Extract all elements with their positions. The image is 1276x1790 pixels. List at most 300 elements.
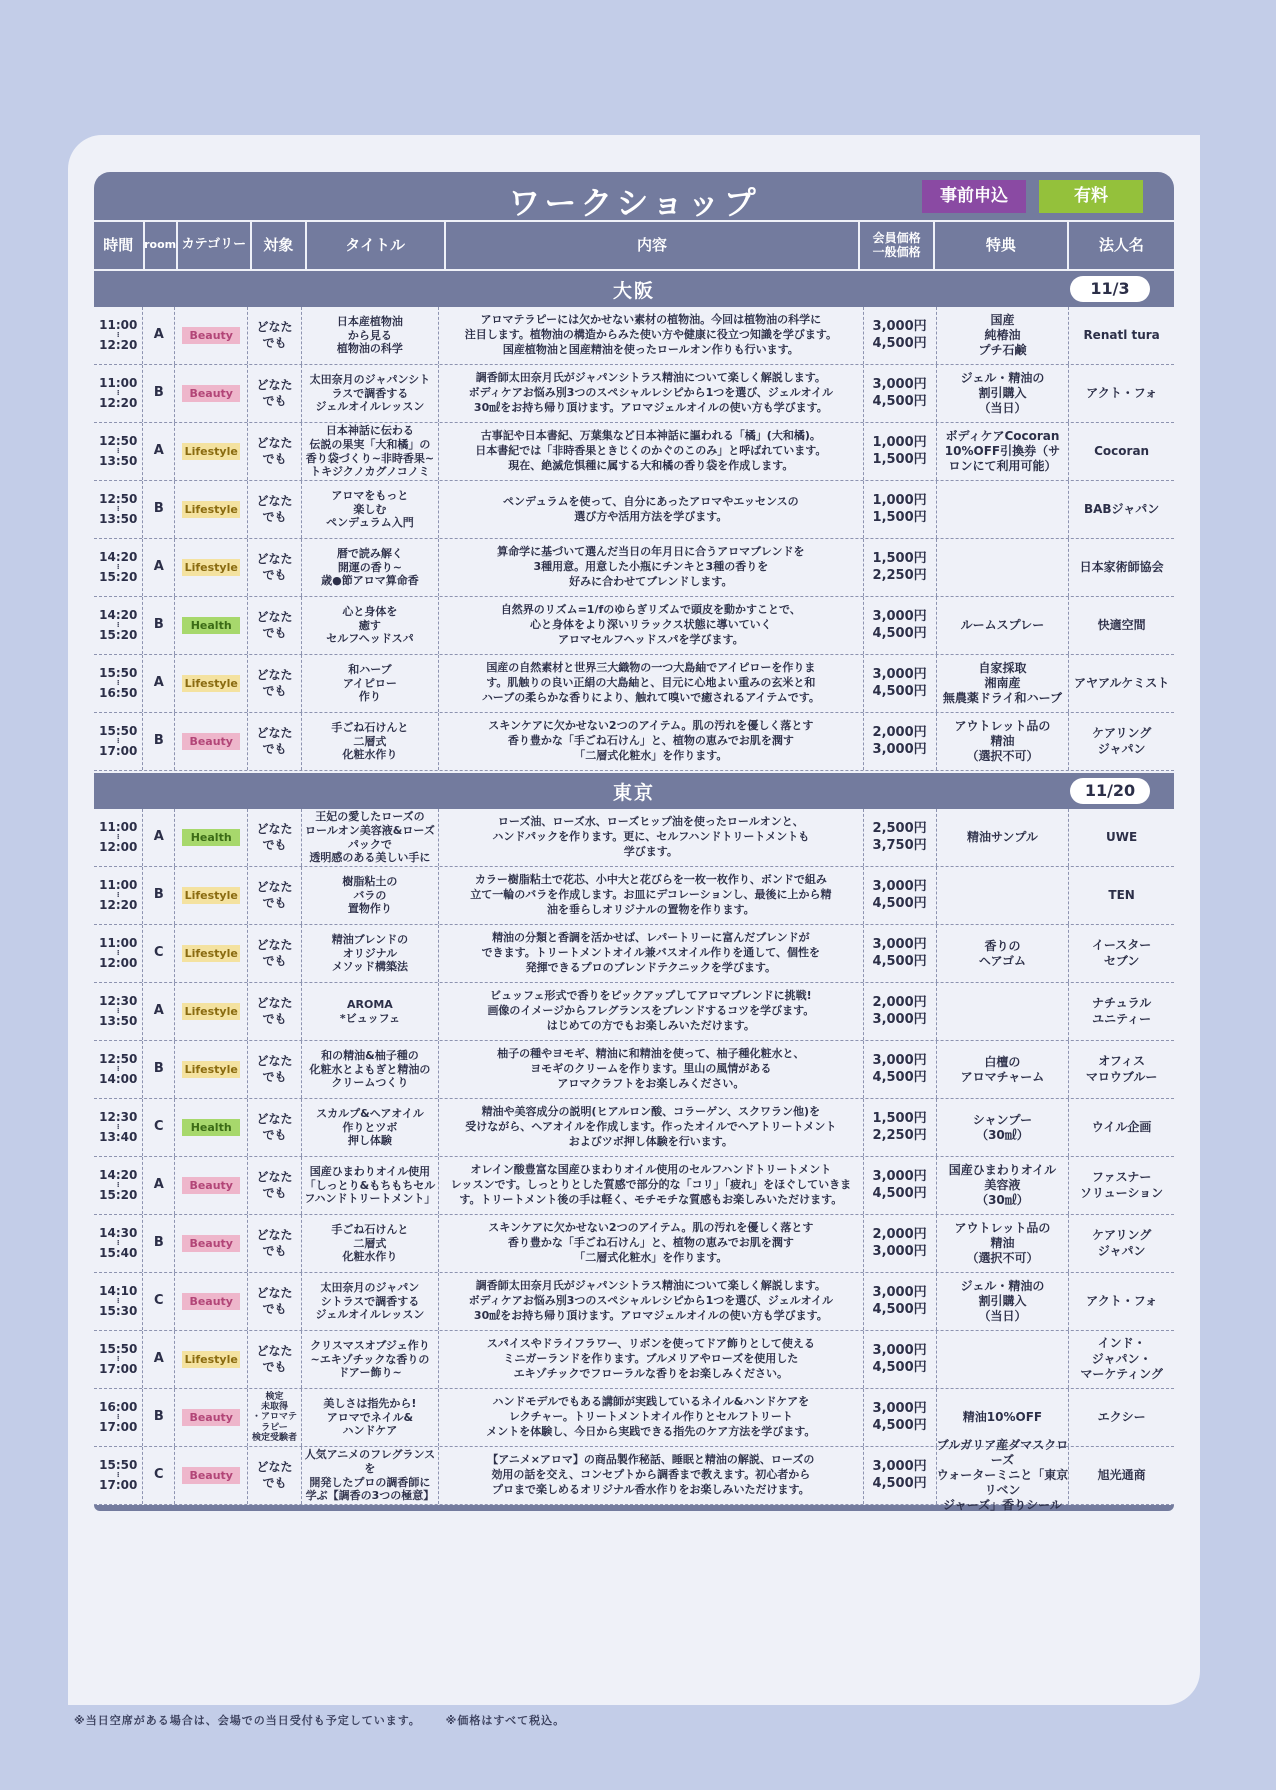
time-separator: ⁞ [116, 1354, 120, 1363]
room-cell: A [143, 809, 175, 866]
workshop-content: 精油の分類と香調を活かせば、レパートリーに富んだブレンドが できます。トリートメントオイル兼バスオイル作りを通して、個性を 発揮できるプロのブレンドテクニックを学びます。 [439, 925, 863, 982]
workshop-content: ペンデュラムを使って、自分にあったアロマやエッセンスの 選び方や活用方法を学びます。 [439, 481, 863, 538]
table-row [94, 365, 1174, 423]
category-cell [175, 809, 248, 866]
col-category: カテゴリー [178, 222, 252, 269]
time-separator: ⁞ [116, 1296, 120, 1305]
room-cell: A [143, 1331, 175, 1388]
corp-cell: アクト・フォ [1086, 385, 1158, 400]
start-time: 14:10 [99, 1284, 138, 1299]
member-price: 3,000円 [872, 1342, 927, 1358]
perk-cell: ジェル・精油の 割引購入 （当日） [937, 365, 1070, 422]
room-cell: C [143, 925, 175, 982]
perk-cell: ルームスプレー [937, 597, 1070, 654]
workshop-title: 日本産植物油 から見る 植物油の科学 [302, 307, 439, 364]
time-separator: ⁞ [116, 330, 120, 339]
region-header [94, 271, 1174, 307]
room-cell: B [143, 365, 175, 422]
region-name: 東京 [612, 782, 655, 804]
footnotes [74, 1712, 585, 1728]
time-cell [94, 983, 143, 1040]
corp-cell: 日本家術師協会 [1079, 559, 1164, 574]
start-time: 11:00 [99, 318, 138, 333]
table-row [94, 713, 1174, 771]
table-row [94, 655, 1174, 713]
perk-cell [937, 983, 1070, 1040]
start-time: 12:50 [99, 1052, 138, 1067]
target-cell: どなた でも [248, 539, 301, 596]
target-cell: どなた でも [248, 983, 301, 1040]
category-cell [175, 1389, 248, 1446]
room-cell: B [143, 1041, 175, 1098]
price-cell [864, 597, 937, 654]
table-row [94, 925, 1174, 983]
workshop-title: 国産ひまわりオイル使用 「しっとり&もちもちセル フハンドトリートメント」 [302, 1157, 439, 1214]
workshop-content: アロマテラピーには欠かせない素材の植物油。今回は植物油の科学に 注目します。植物油の構造からみた使い方や健康に役立つ知識を学びます。 国産植物油と国産精油を使ったロールオン作りも行います。 [439, 307, 863, 364]
general-price: 4,500円 [872, 683, 927, 699]
perk-cell: ジェル・精油の 割引購入 （当日） [937, 1273, 1070, 1330]
region-date-badge: 11/3 [1070, 276, 1150, 302]
target-cell: どなた でも [248, 1099, 301, 1156]
perk-cell: 国産 純椿油 プチ石鹸 [937, 307, 1070, 364]
start-time: 11:00 [99, 878, 138, 893]
category-cell [175, 925, 248, 982]
time-separator: ⁞ [116, 562, 120, 571]
room-cell: C [143, 1447, 175, 1504]
category-badge: Beauty [182, 1293, 240, 1310]
member-price: 1,000円 [872, 492, 927, 508]
member-price: 3,000円 [872, 1400, 927, 1416]
perk-cell: シャンプー （30㎖） [937, 1099, 1070, 1156]
page-title: ワークショップ [508, 184, 760, 222]
category-badge: Beauty [182, 1467, 240, 1484]
category-cell [175, 1215, 248, 1272]
end-time: 12:00 [99, 956, 138, 971]
workshop-table [94, 172, 1174, 1511]
workshop-content: スキンケアに欠かせない2つのアイテム。肌の汚れを優しく落とす 香り豊かな「手ごね石けん」と、植物の恵みでお肌を潤す 「二層式化粧水」を作ります。 [439, 713, 863, 770]
start-time: 12:30 [99, 994, 138, 1009]
start-time: 14:20 [99, 1168, 138, 1183]
room-cell: B [143, 867, 175, 924]
workshop-content: 算命学に基づいて選んだ当日の年月日に合うアロマブレンドを 3種用意。用意した小瓶にチンキと3種の香りを 好みに合わせてブレンドします。 [439, 539, 863, 596]
workshop-content: ビュッフェ形式で香りをピックアップしてアロマブレンドに挑戦! 画像のイメージからフレグランスをブレンドするコツを学びます。 はじめての方でもお楽しみいただけます。 [439, 983, 863, 1040]
target-cell: どなた でも [248, 713, 301, 770]
table-row [94, 597, 1174, 655]
time-cell [94, 539, 143, 596]
corp-cell: TEN [1108, 887, 1135, 902]
target-cell: どなた でも [248, 655, 301, 712]
category-badge: Lifestyle [182, 559, 240, 576]
general-price: 4,500円 [872, 1417, 927, 1433]
category-badge: Health [182, 829, 240, 846]
member-price: 3,000円 [872, 608, 927, 624]
time-cell [94, 867, 143, 924]
col-corp: 法人名 [1098, 236, 1144, 255]
room-cell: A [143, 983, 175, 1040]
general-price: 4,500円 [872, 1359, 927, 1375]
category-badge: Lifestyle [182, 1003, 240, 1020]
general-price: 4,500円 [872, 953, 927, 969]
member-price: 3,000円 [872, 318, 927, 334]
table-row [94, 539, 1174, 597]
start-time: 12:30 [99, 1110, 138, 1125]
table-row [94, 1157, 1174, 1215]
workshop-title: 日本神話に伝わる 伝説の果実「大和橘」の 香り袋づくり~非時香果~ トキジクノカグノコノミ [302, 423, 439, 480]
start-time: 15:50 [99, 1342, 138, 1357]
member-price: 3,000円 [872, 1168, 927, 1184]
start-time: 12:50 [99, 434, 138, 449]
time-separator: ⁞ [116, 832, 120, 841]
perk-cell: 白檀の アロマチャーム [937, 1041, 1070, 1098]
target-cell: どなた でも [248, 1041, 301, 1098]
workshop-content: スパイスやドライフラワー、リボンを使ってドア飾りとして使える ミニガーランドを作ります。ブルメリアやローズを使用した エキゾチックでフローラルな香りをお楽しみください。 [439, 1331, 863, 1388]
target-cell: どなた でも [248, 1447, 301, 1504]
category-cell [175, 365, 248, 422]
price-cell [864, 867, 937, 924]
time-cell [94, 1389, 143, 1446]
category-cell [175, 713, 248, 770]
time-cell [94, 713, 143, 770]
time-separator: ⁞ [116, 1412, 120, 1421]
category-cell [175, 655, 248, 712]
corp-cell: ケアリング ジャパン [1091, 725, 1152, 756]
workshop-content: ローズ油、ローズ水、ローズヒップ油を使ったロールオンと、 ハンドパックを作ります。更に、セルフハンドトリートメントも 学びます。 [439, 809, 863, 866]
perk-cell: 精油10%OFF [937, 1389, 1070, 1446]
general-price: 2,250円 [872, 567, 927, 583]
table-row [94, 307, 1174, 365]
start-time: 16:00 [99, 1400, 138, 1415]
region-name: 大阪 [612, 280, 655, 302]
footnote-same-day: ※当日空席がある場合は、会場での当日受付も予定しています。 [74, 1714, 421, 1727]
category-cell [175, 539, 248, 596]
corp-cell: ナチュラル ユニティー [1091, 995, 1152, 1026]
table-row [94, 867, 1174, 925]
workshop-content: オレイン酸豊富な国産ひまわりオイル使用のセルフハンドトリートメント レッスンです。しっとりとした質感で部分的な「コリ」「疲れ」をほぐしていきま す。トリートメント後の手は軽く、モチモチな質感もお楽しみいただけます。 [439, 1157, 863, 1214]
workshop-content: 調香師太田奈月氏がジャパンシトラス精油について楽しく解説します。 ボディケアお悩み別3つのスペシャルレシピから1つを選び、ジェルオイル 30㎖をお持ち帰り頂けます。アロマジェルオイルの使い方も学びます。 [439, 365, 863, 422]
target-cell: どなた でも [248, 1157, 301, 1214]
target-cell: どなた でも [248, 925, 301, 982]
room-cell: A [143, 423, 175, 480]
end-time: 15:20 [99, 570, 138, 585]
general-price: 4,500円 [872, 625, 927, 641]
time-separator: ⁞ [116, 1470, 120, 1479]
member-price: 3,000円 [872, 1284, 927, 1300]
category-badge: Lifestyle [182, 443, 240, 460]
region-header [94, 773, 1174, 809]
perk-cell [937, 539, 1070, 596]
time-cell [94, 423, 143, 480]
workshop-content: 【アニメ×アロマ】の商品製作秘話、睡眠と精油の解説、ローズの 効用の話を交え、コンセプトから調香まで教えます。初心者から プロまで楽しめるオリジナル香水作りをお楽しみいただけます。 [439, 1447, 863, 1504]
time-cell [94, 655, 143, 712]
workshop-title: 手ごね石けんと 二層式 化粧水作り [302, 713, 439, 770]
time-cell [94, 1331, 143, 1388]
end-time: 13:40 [99, 1130, 138, 1145]
member-price: 2,000円 [872, 1226, 927, 1242]
category-cell [175, 1099, 248, 1156]
end-time: 16:50 [99, 686, 138, 701]
perk-cell: 精油サンプル [937, 809, 1070, 866]
corp-cell: BABジャパン [1083, 501, 1160, 516]
room-cell: B [143, 597, 175, 654]
workshop-title: 樹脂粘土の バラの 置物作り [302, 867, 439, 924]
category-badge: Beauty [182, 1177, 240, 1194]
end-time: 12:20 [99, 898, 138, 913]
member-price: 1,500円 [872, 550, 927, 566]
corp-cell: 快適空間 [1097, 617, 1146, 632]
corp-cell: ファスナー ソリューション [1080, 1169, 1164, 1200]
end-time: 15:20 [99, 628, 138, 643]
price-cell [864, 1447, 937, 1504]
room-cell: A [143, 655, 175, 712]
price-cell [864, 307, 937, 364]
workshop-content: 国産の自然素材と世界三大織物の一つ大島紬でアイピローを作りま す。肌触りの良い正絹の大島紬と、目元に心地よい重みの玄米と和 ハーブの柔らかな香りにより、触れて嗅いで癒されるアイテムです。 [439, 655, 863, 712]
perk-cell: ブルガリア産ダマスクローズ ウォーターミニと「東京リベン [937, 1447, 1070, 1504]
workshop-title: アロマをもっと 楽しむ ペンデュラム入門 [302, 481, 439, 538]
col-time: 時間 [94, 222, 145, 269]
workshop-title: 人気アニメのフレグランスを 開発したプロの調香師に 学ぶ【調香の3つの極意】 [302, 1447, 439, 1504]
start-time: 15:50 [99, 666, 138, 681]
category-badge: Lifestyle [182, 945, 240, 962]
general-price: 3,750円 [872, 837, 927, 853]
price-cell [864, 983, 937, 1040]
corp-cell: ウイル企画 [1091, 1119, 1152, 1134]
perk-cell: ボディケアCocoran 10%OFF引換券（サ ロンにて利用可能） [937, 423, 1070, 480]
time-separator: ⁞ [116, 890, 120, 899]
time-cell [94, 925, 143, 982]
workshop-content: カラー樹脂粘土で花芯、小中大と花びらを一枚一枚作り、ボンドで組み 立て一輪のバラを作成します。お皿にデコレーションし、最後に上から精 油を垂らしオリジナルの置物を作ります。 [439, 867, 863, 924]
time-separator: ⁞ [116, 620, 120, 629]
corp-cell: 旭光通商 [1097, 1467, 1146, 1482]
category-cell [175, 423, 248, 480]
time-separator: ⁞ [116, 1180, 120, 1189]
corp-cell: インド・ ジャパン・ マーケティング [1080, 1336, 1163, 1382]
target-cell: どなた でも [248, 597, 301, 654]
footnote-tax: ※価格はすべて税込。 [445, 1714, 566, 1727]
workshop-title: 和ハーブ アイピロー 作り [302, 655, 439, 712]
corp-cell: Renatl tura [1083, 327, 1160, 342]
perk-cell [937, 867, 1070, 924]
time-separator: ⁞ [116, 1238, 120, 1247]
start-time: 11:00 [99, 820, 138, 835]
target-cell: どなた でも [248, 481, 301, 538]
category-badge: Health [182, 617, 240, 634]
corp-cell: エクシー [1097, 1409, 1146, 1424]
end-time: 12:20 [99, 338, 138, 353]
time-separator: ⁞ [116, 1006, 120, 1015]
workshop-title: AROMA *ビュッフェ [302, 983, 439, 1040]
workshop-content: 古事記や日本書紀、万葉集など日本神話に謳われる「橘」(大和橘)。 日本書紀では「非時香果ときじくのかぐのこのみ」と呼ばれています。 現在、絶滅危惧種に属する大和橘の香り袋を作成します。 [439, 423, 863, 480]
room-cell: B [143, 713, 175, 770]
time-cell [94, 1157, 143, 1214]
start-time: 12:50 [99, 492, 138, 507]
col-price: 会員価格 一般価格 [860, 222, 934, 269]
general-price: 3,000円 [872, 1011, 927, 1027]
category-badge: Health [182, 1119, 240, 1136]
perk-cell [937, 481, 1070, 538]
start-time: 15:50 [99, 724, 138, 739]
room-cell: B [143, 481, 175, 538]
category-cell [175, 983, 248, 1040]
col-title: タイトル [307, 222, 446, 269]
table-row [94, 1041, 1174, 1099]
target-cell: 検定 未取得 ・アロマテラピー 検定受験者 [248, 1389, 301, 1446]
category-badge: Lifestyle [182, 501, 240, 518]
category-badge: Beauty [182, 327, 240, 344]
category-badge: Beauty [182, 385, 240, 402]
price-cell [864, 481, 937, 538]
time-cell [94, 307, 143, 364]
target-cell: どなた でも [248, 1331, 301, 1388]
workshop-content: 調香師太田奈月氏がジャパンシトラス精油について楽しく解説します。 ボディケアお悩み別3つのスペシャルレシピから1つを選び、ジェルオイル 30㎖をお持ち帰り頂けます。アロマジェルオイルの使い方も学びます。 [439, 1273, 863, 1330]
member-price: 2,000円 [872, 724, 927, 740]
time-separator: ⁞ [116, 388, 120, 397]
general-price: 3,000円 [872, 741, 927, 757]
table-header [94, 222, 1174, 269]
target-cell: どなた でも [248, 423, 301, 480]
category-cell [175, 1041, 248, 1098]
target-cell: どなた でも [248, 1273, 301, 1330]
member-price: 1,500円 [872, 1110, 927, 1126]
table-row [94, 1331, 1174, 1389]
end-time: 13:50 [99, 512, 138, 527]
room-cell: A [143, 539, 175, 596]
member-price: 1,000円 [872, 434, 927, 450]
target-cell: どなた でも [248, 809, 301, 866]
time-separator: ⁞ [116, 1064, 120, 1073]
workshop-content: 自然界のリズム=1/fのゆらぎリズムで頭皮を動かすことで、 心と身体をより深いリラックス状態に導いていく アロマセルフヘッドスパを学びます。 [439, 597, 863, 654]
general-price: 4,500円 [872, 1475, 927, 1491]
member-price: 3,000円 [872, 376, 927, 392]
start-time: 14:20 [99, 608, 138, 623]
pre-registration-tag: 事前申込 [922, 180, 1026, 213]
category-cell [175, 307, 248, 364]
workshop-title: 精油ブレンドの オリジナル メソッド構築法 [302, 925, 439, 982]
start-time: 11:00 [99, 936, 138, 951]
table-row [94, 481, 1174, 539]
workshop-content: 精油や美容成分の説明(ヒアルロン酸、コラーゲン、スクワラン他)を 受けながら、ヘアオイルを作成します。作ったオイルでヘアトリートメント およびツボ押し体験を行います。 [439, 1099, 863, 1156]
end-time: 15:40 [99, 1246, 138, 1261]
time-cell [94, 1099, 143, 1156]
time-cell [94, 365, 143, 422]
workshop-title: 美しさは指先から! アロマでネイル& ハンドケア [302, 1389, 439, 1446]
col-content: 内容 [446, 222, 861, 269]
general-price: 4,500円 [872, 1185, 927, 1201]
general-price: 1,500円 [872, 451, 927, 467]
start-time: 14:30 [99, 1226, 138, 1241]
corp-cell: ケアリング ジャパン [1091, 1227, 1152, 1258]
workshop-title: 王妃の愛したローズの ロールオン美容液&ローズパックで 透明感のある美しい手に [302, 809, 439, 866]
corp-cell: イースター セブン [1091, 937, 1152, 968]
price-cell [864, 809, 937, 866]
category-badge: Beauty [182, 1409, 240, 1426]
perk-cell [937, 1331, 1070, 1388]
category-cell [175, 867, 248, 924]
start-time: 15:50 [99, 1458, 138, 1473]
workshop-title: 心と身体を 癒す セルフヘッドスパ [302, 597, 439, 654]
time-separator: ⁞ [116, 736, 120, 745]
time-cell [94, 1447, 143, 1504]
time-cell [94, 1041, 143, 1098]
perk-cell: 国産ひまわりオイル 美容液 （30㎖） [937, 1157, 1070, 1214]
workshop-title: 手ごね石けんと 二層式 化粧水作り [302, 1215, 439, 1272]
perk-cell: アウトレット品の 精油 （選択不可） [937, 1215, 1070, 1272]
end-time: 12:00 [99, 840, 138, 855]
end-time: 17:00 [99, 744, 138, 759]
table-row [94, 983, 1174, 1041]
price-cell [864, 1041, 937, 1098]
general-price: 4,500円 [872, 1301, 927, 1317]
col-perk: 特典 [935, 222, 1069, 269]
perk-cell: 香りの ヘアゴム [937, 925, 1070, 982]
workshop-title: クリスマスオブジェ作り ~エキゾチックな香りの ドアー飾り~ [302, 1331, 439, 1388]
time-separator: ⁞ [116, 1122, 120, 1131]
category-cell [175, 1447, 248, 1504]
col-room: room [145, 222, 178, 269]
room-cell: A [143, 1157, 175, 1214]
general-price: 4,500円 [872, 1069, 927, 1085]
room-cell: A [143, 307, 175, 364]
region-date-badge: 11/20 [1070, 778, 1150, 804]
price-cell [864, 539, 937, 596]
workshop-title: 太田奈月のジャパンシト ラスで調香する ジェルオイルレッスン [302, 365, 439, 422]
price-cell [864, 1331, 937, 1388]
col-target: 対象 [252, 222, 307, 269]
room-cell: C [143, 1099, 175, 1156]
category-badge: Lifestyle [182, 1351, 240, 1368]
table-row [94, 423, 1174, 481]
member-price: 2,500円 [872, 820, 927, 836]
price-cell [864, 1389, 937, 1446]
target-cell: どなた でも [248, 307, 301, 364]
workshop-title: 和の精油&柚子種の 化粧水とよもぎと精油の クリームつくり [302, 1041, 439, 1098]
end-time: 13:50 [99, 1014, 138, 1029]
time-separator: ⁞ [116, 678, 120, 687]
room-cell: B [143, 1389, 175, 1446]
room-cell: C [143, 1273, 175, 1330]
paid-tag: 有料 [1039, 180, 1143, 213]
end-time: 15:30 [99, 1304, 138, 1319]
target-cell: どなた でも [248, 867, 301, 924]
price-cell [864, 1099, 937, 1156]
price-cell [864, 1157, 937, 1214]
price-cell [864, 655, 937, 712]
general-price: 4,500円 [872, 895, 927, 911]
corp-cell: アヤアルケミスト [1073, 675, 1170, 690]
workshop-title: スカルプ&ヘアオイル 作りとツボ 押し体験 [302, 1099, 439, 1156]
workshop-content: スキンケアに欠かせない2つのアイテム。肌の汚れを優しく落とす 香り豊かな「手ごね石けん」と、植物の恵みでお肌を潤す 「二層式化粧水」を作ります。 [439, 1215, 863, 1272]
room-cell: B [143, 1215, 175, 1272]
end-time: 17:00 [99, 1362, 138, 1377]
price-cell [864, 365, 937, 422]
price-cell [864, 1273, 937, 1330]
title-bar [94, 172, 1174, 220]
general-price: 1,500円 [872, 509, 927, 525]
end-time: 17:00 [99, 1478, 138, 1493]
member-price: 2,000円 [872, 994, 927, 1010]
category-badge: Beauty [182, 733, 240, 750]
end-time: 14:00 [99, 1072, 138, 1087]
category-cell [175, 597, 248, 654]
category-cell [175, 1331, 248, 1388]
time-cell [94, 809, 143, 866]
time-separator: ⁞ [116, 504, 120, 513]
price-cell [864, 925, 937, 982]
price-cell [864, 713, 937, 770]
end-time: 13:50 [99, 454, 138, 469]
corp-cell: Cocoran [1094, 443, 1150, 458]
time-cell [94, 1215, 143, 1272]
end-time: 17:00 [99, 1420, 138, 1435]
